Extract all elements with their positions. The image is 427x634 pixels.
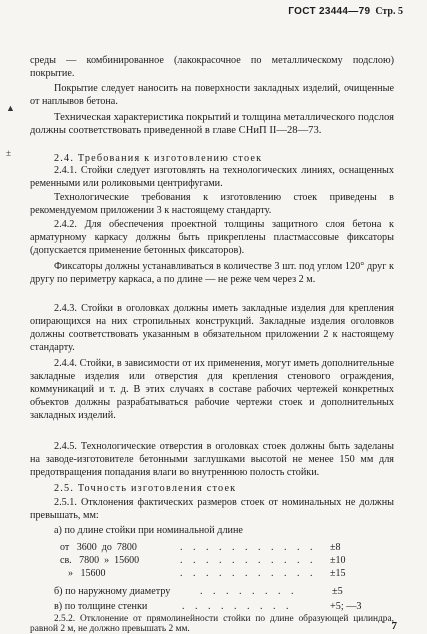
tolerance-row-value: ±15 <box>330 568 346 579</box>
tolerance-row-range: » 15600 <box>68 568 106 579</box>
page-header <box>288 6 403 17</box>
thickness-value: +5; —3 <box>330 601 362 612</box>
paragraph: 2.4.1. Стойки следует изготовлять на технологических линиях, оснащенных ременными или роликовыми центрифугами. <box>30 165 394 189</box>
tolerance-row-value: ±10 <box>330 555 346 566</box>
page-number: 7 <box>391 620 397 632</box>
diameter-value: ±5 <box>332 586 343 597</box>
leader-dots: . . . . . . . . . . . <box>180 568 317 579</box>
leader-dots: . . . . . . . . <box>200 586 298 597</box>
tolerance-row-range: св. 7800 » 15600 <box>60 555 140 566</box>
paragraph: Фиксаторы должны устанавливаться в количестве 3 шт. под углом 120° друг к другу по периметру каркаса, а по длине — не реже чем через 2 м. <box>30 261 394 285</box>
paragraph: 2.5.2. Отклонение от прямолинейности стойки по длине образующей цилиндра, равной 2 м, не должно превышать 2 мм. <box>30 614 394 634</box>
paragraph: 2.4.2. Для обеспечения проектной толщины защитного слоя бетона к арматурному каркасу должны быть прикреплены пластмассовые фиксаторы (допускается применение бетонных фиксаторов). <box>30 219 394 256</box>
standard-number: ГОСТ 23444—79 <box>288 6 371 17</box>
paragraph: 2.4.4. Стойки, в зависимости от их применения, могут иметь дополнительные закладные изделия или отверстия для крепления стенового ограждения, коммуникаций и т. д. В этих случаях в составе рабочих чертежей конкретных объектов должны разрабатываться рабочие чертежи стоек и дополнительных закладных изделий. <box>30 358 394 421</box>
paragraph: 2.4.5. Технологические отверстия в оголовках стоек должны быть заделаны на заводе-изготовителе бетонными заглушками высотой не менее 150 мм для предотвращения попадания влаги во внутреннюю полость стойки. <box>30 441 394 478</box>
leader-dots: . . . . . . . . . . . <box>180 542 317 553</box>
leader-dots: . . . . . . . . . . . <box>180 555 317 566</box>
paragraph: Покрытие следует наносить на поверхности закладных изделий, очищенные от наплывов бетона. <box>30 83 394 107</box>
paragraph: Технологические требования к изготовлению стоек приведены в рекомендуемом приложении 3 к настоящему стандарту. <box>30 192 394 216</box>
paragraph: среды — комбинированное (лакокрасочное по металлическому подслою) покрытие. <box>30 55 394 79</box>
paragraph: Техническая характеристика покрытий и толщина металлического подслоя должны соответствовать приведенной в главе СНиП II—28—73. <box>30 112 394 136</box>
tolerance-row-value: ±8 <box>330 542 341 553</box>
page-label: Стр. 5 <box>375 6 403 17</box>
margin-mark-icon: ± <box>6 148 11 158</box>
thickness-label: в) по толщине стенки <box>54 601 148 612</box>
diameter-label: б) по наружному диаметру <box>54 586 171 597</box>
paragraph: 2.5.1. Отклонения фактических размеров стоек от номинальных не должны превышать, мм: <box>30 497 394 521</box>
margin-mark-icon: ▲ <box>6 103 15 113</box>
tolerance-row-range: от 3600 до 7800 <box>60 542 137 553</box>
paragraph: 2.4.3. Стойки в оголовках должны иметь закладные изделия для крепления опирающихся на них стропильных конструкций. Закладные изделия оголовков должны соответствовать указанным в обязательном приложении 2 к настоящему стандарту. <box>30 303 394 353</box>
section-heading: 2.4. Требования к изготовлению стоек <box>54 153 263 164</box>
leader-dots: . . . . . . . . . <box>182 601 293 612</box>
paragraph: а) по длине стойки при номинальной длине <box>54 525 243 536</box>
section-heading: 2.5. Точность изготовления стоек <box>54 483 237 494</box>
